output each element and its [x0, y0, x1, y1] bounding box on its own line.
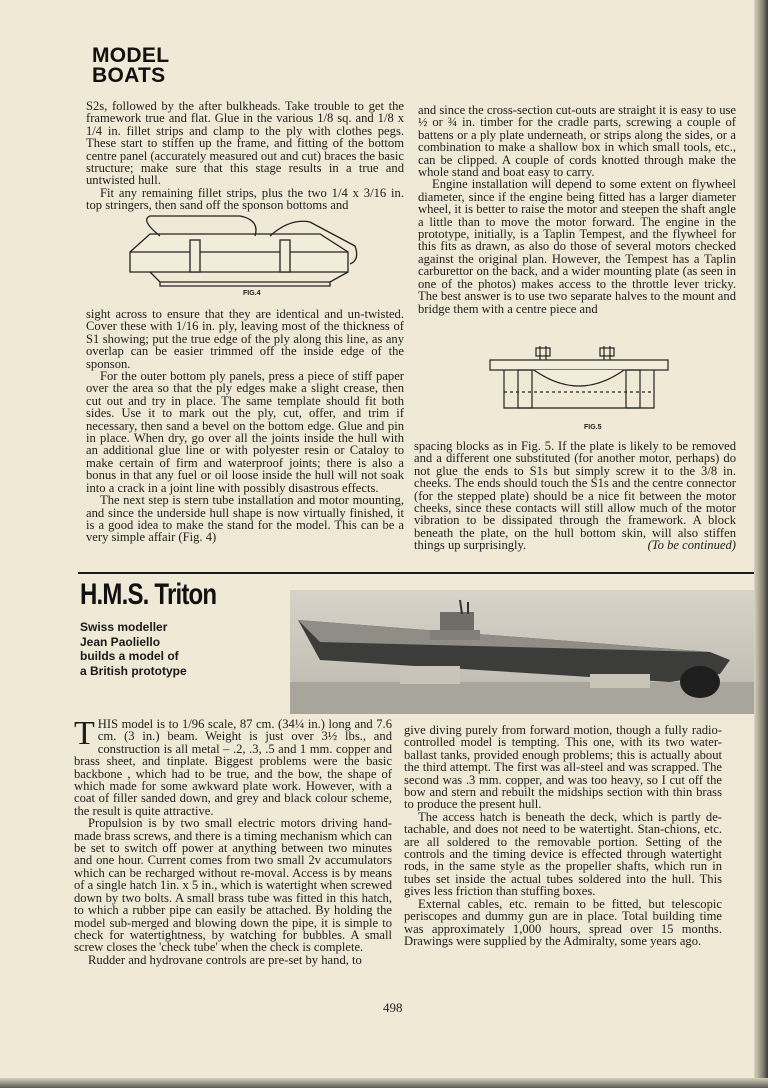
paragraph: Rudder and hydrovane controls are pre-set by hand, to	[88, 952, 362, 967]
paragraph	[414, 440, 736, 552]
paragraph: Propulsion is by two small electric motors driving hand-made brass screws, and there is a timing mechanism which can be set to switch off power at anything between two minutes and one hour. Current comes from two small 2v accumulators which can be recharged without re-moval. Access is by means of a single hatch 1in. x 5 in., which is watertight when screwed down by two bolts. A small brass tube was fitted in this hatch, to which a rubber pipe can easily be attached. By holding the model sub-merged and blowing down the pipe, it is simple to check for watertightness, by watching for bubbles. A small screw closes the 'check tube' when the check is complete.	[74, 816, 392, 955]
article-column-2	[404, 724, 722, 947]
column-1-bottom	[86, 308, 404, 544]
standfirst-line: a British prototype	[80, 663, 187, 678]
submarine-photo	[290, 590, 756, 714]
paragraph: sight across to ensure that they are identical and un-twisted. Cover these with 1/16 in. ply, leaving most of the thickness of S1 showing; put the true edge of the ply along this line, as any overlap can be easier trimmed off the inside edge of the sponson.	[86, 307, 404, 371]
paragraph: The next step is stern tube installation and motor mounting, and since the underside hull shape is now virtually finished, it is a good idea to make the stand for the model. This can be a very simple affair (Fig. 4)	[86, 493, 404, 545]
paragraph-text: HIS model is to 1/96 scale, 87 cm. (34¼ in.) long and 7.6 cm. (3 in.) beam. Weight is just over 3½ lbs., and construction is all metal – .2, .3, .5 and 1 mm. copper and brass sheet, and tinplate. Biggest problems were the basic backbone , which had to be true, and the bow, the shape of which made for some awkward plate work. However, with a coat of filler sanded down, and grey and black colour scheme, the result is quite attractive.	[74, 717, 392, 818]
paragraph: give diving purely from forward motion, though a fully radio-controlled model is tempting. This one, with its two water-ballast tanks, provided enough problems; this is actually about the third attempt. The first was all-steel and was scrapped. The second was .3 mm. copper, and was too heavy, so I cut off the bow and stern and rebuilt the midships section with thin brass to produce the present hull.	[404, 723, 722, 812]
paragraph-text: spacing blocks as in Fig. 5. If the plate is likely to be removed and a different one substituted (for another motor, perhaps) do not glue the ends to S1s but simply screw it to the 3/8 in. cheeks. The ends should touch the S1s and the centre connector (for the stepped plate) should be a nice fit between the motor cheeks, since these contacts will still allow much of the motor vibration to be dissipated through the framework. A block beneath the plate, on the hull bottom skin, will also stiffen things up surprisingly.	[414, 439, 736, 553]
paragraph: S2s, followed by the after bulkheads. Take trouble to get the framework true and flat. Glue in the various 1/8 sq. and 1/8 x 1/4 in. fillet strips and clamp to the ply with clothes pegs. These start to stiffen up the frame, and fitting of the bottom centre panel (accurately measured out and cut) braces the basic structure; make sure that this stage results in a true and untwisted hull.	[86, 99, 404, 188]
article-headline: H.M.S. Triton	[80, 578, 217, 611]
figure-4-label: FIG.4	[243, 290, 261, 297]
article-column-1	[74, 715, 392, 967]
masthead-line2: BOATS	[92, 64, 166, 87]
paragraph: External cables, etc. remain to be fitted, but telescopic periscopes and dummy gun are in place. Total building time was approximately 1,000 hours, spread over 15 months. Drawings were supplied by the Admiralty, some years ago.	[404, 896, 722, 948]
standfirst-line: Jean Paoliello	[80, 634, 161, 649]
figure-4-stand-drawing	[120, 212, 370, 300]
paragraph	[74, 715, 392, 818]
standfirst-line: Swiss modeller	[80, 620, 168, 634]
article-standfirst	[80, 620, 280, 678]
page-bottom-edge	[0, 1078, 768, 1088]
paragraph: and since the cross-section cut-outs are straight it is easy to use ½ or ¾ in. timber for the cradle parts, screwing a couple of battens or a ply plate underneath, or strips along the sides, or a combination to make a shallow box in which small tools, etc., can be clipped. A couple of cords knotted through make the whole stand and boat easy to carry.	[418, 103, 736, 180]
drop-cap: T	[74, 715, 95, 752]
masthead	[92, 46, 212, 86]
column-1-top	[86, 100, 404, 212]
paragraph: The access hatch is beneath the deck, which is partly de-tachable, and does not need to be watertight. Stan-chions, etc. are all soldered to the removable portion. Setting of the controls and the timing device is effected through watertight rods, in the same style as the propeller shafts, which run in tubes set inside the actual tubes soldered into the hull. This gives less friction than stuffing boxes.	[404, 809, 722, 899]
paragraph: For the outer bottom ply panels, press a piece of stiff paper over the area so that the ply edges make a slight crease, then cut out and try in place. The same template should fit both sides. Use it to mark out the ply, cut, offer, and trim if necessary, then sand a bevel on the bottom edge. Glue and pin in place. When dry, go over all the joints inside the hull with an additional glue line or with polyester resin or Cataloy to make certain of firm and waterproof joints; there is also a bonus in that any fuel or oil loose inside the hull will not soak into a crack in a joint line with possibly disastrous effects.	[86, 369, 404, 495]
paragraph: Engine installation will depend to some extent on flywheel diameter, since if the engine being fitted has a larger diameter wheel, it is better to raise the motor and steepen the shaft angle a little than to move the motor forward. The engine in the prototype, initially, is a Taplin Tempest, and the flywheel for this fits as drawn, as also do those of several motors checked against the original plan. However, the Tempest has a Taplin carburettor on the back, and a wider mounting plate (as seen in one of the photos) makes access to the throttle lever tricky. The best answer is to use two separate halves to the mount and bridge them with a centre piece and	[418, 177, 736, 316]
continued-note: (To be continued)	[647, 538, 736, 553]
page-binding-edge	[754, 0, 768, 1088]
masthead-line1: MODEL	[92, 44, 170, 67]
standfirst-line: builds a model of	[80, 649, 179, 663]
figure-5-label: FIG.5	[584, 424, 602, 431]
section-divider	[78, 572, 754, 574]
column-2-top	[418, 104, 736, 315]
paragraph: Fit any remaining fillet strips, plus the two 1/4 x 3/16 in. top stringers, then sand off the sponson bottoms and	[86, 185, 404, 213]
submarine-image	[290, 590, 756, 714]
column-2-bottom	[414, 440, 736, 552]
figure-5-motor-mount-drawing	[484, 342, 674, 426]
page-number: 498	[383, 1000, 403, 1015]
